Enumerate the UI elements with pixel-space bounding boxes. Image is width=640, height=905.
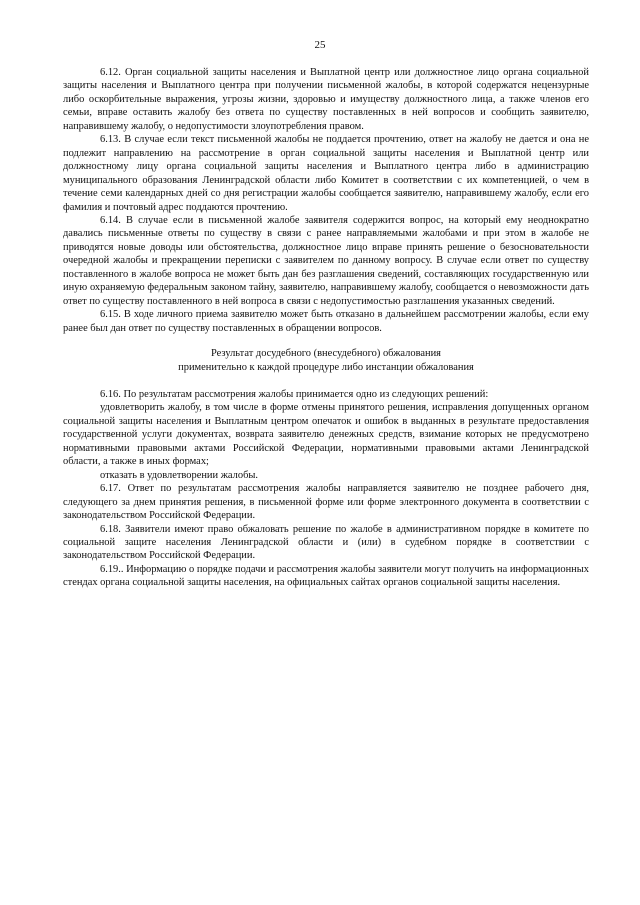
- document-body: [63, 66, 589, 590]
- page-number: 25: [314, 39, 326, 51]
- paragraph-6-19: 6.19.. Информацию о порядке подачи и рассмотрения жалобы заявители могут получить на информационных стендах органа социальной защиты населения, на официальных сайтах органов социальной защиты населения.: [63, 563, 589, 589]
- section-title-line-1: Результат досудебного (внесудебного) обжалования: [211, 348, 441, 360]
- section-title-line-2: применительно к каждой процедуре либо инстанции обжалования: [178, 361, 474, 373]
- paragraph-6-14: 6.14. В случае если в письменной жалобе заявителя содержится вопрос, на который ему неоднократно давались письменные ответы по существу в связи с ранее направляемыми жалобами и при этом в жалобе не приводятся новые доводы или обстоятельства, должностное лицо вправе принять решение о безосновательности очередной жалобы и прекращении переписки с заявителем по данному вопросу. В случае если ответ по существу поставленного в жалобе вопроса не может быть дан без разглашения сведений, составляющих государственную или иную охраняемую федеральным законом тайну, заявителю, направившему жалобу, сообщается о невозможности дать ответ по существу поставленного в ней вопроса в связи с недопустимостью разглашения указанных сведений.: [63, 214, 589, 307]
- paragraph-6-16: 6.16. По результатам рассмотрения жалобы принимается одно из следующих решений:: [100, 388, 489, 400]
- decision-refuse: отказать в удовлетворении жалобы.: [100, 469, 259, 481]
- decision-satisfy: удовлетворить жалобу, в том числе в форме отмены принятого решения, исправления допущенных органом социальной защиты населения и Выплатным центром опечаток и ошибок в выданных в результате предоставления государственной услуги документах, возврата заявителю денежных средств, взимание которых не предусмотрено нормативными правовыми актами Российской Федерации, нормативными правовыми актами Ленинградской области, а также в иных формах;: [63, 402, 589, 468]
- paragraph-6-17: 6.17. Ответ по результатам рассмотрения жалобы направляется заявителю не позднее рабочего дня, следующего за днем принятия решения, в письменной форме или форме электронного документа в соответствии с законодательством Российской Федерации.: [63, 483, 589, 522]
- paragraph-6-15: 6.15. В ходе личного приема заявителю может быть отказано в дальнейшем рассмотрении жалобы, если ему ранее был дан ответ по существу поставленных в обращении вопросов.: [63, 309, 589, 334]
- paragraph-6-12: 6.12. Орган социальной защиты населения и Выплатной центр или должностное лицо органа социальной защиты населения и Выплатного центра при получении письменной жалобы, в которой содержатся нецензурные либо оскорбительные выражения, угрозы жизни, здоровью и имуществу должностного лица, а также членов его семьи, вправе оставить жалобу без ответа по существу поставленных в ней вопросов и сообщить заявителю, направившему жалобу, о недопустимости злоупотребления правом.: [63, 67, 589, 132]
- paragraph-6-13: 6.13. В случае если текст письменной жалобы не поддается прочтению, ответ на жалобу не дается и она не подлежит направлению на рассмотрение в орган социальной защиты населения и Выплатной центр или должностному лицу органа социальной защиты населения и Выплатного центра либо в администрацию муниципального образования Ленинградской области либо Комитет в соответствии с их компетенцией, о чем в течение семи календарных дней со дня регистрации жалобы сообщается заявителю, направившему жалобу, если его фамилия и почтовый адрес поддаются прочтению.: [63, 134, 589, 213]
- section-title: [63, 347, 589, 374]
- paragraph-6-18: 6.18. Заявители имеют право обжаловать решение по жалобе в административном порядке в комитете по социальной защите населения Ленинградской области и (или) в судебном порядке в соответствии с законодательством Российской Федерации.: [63, 523, 589, 562]
